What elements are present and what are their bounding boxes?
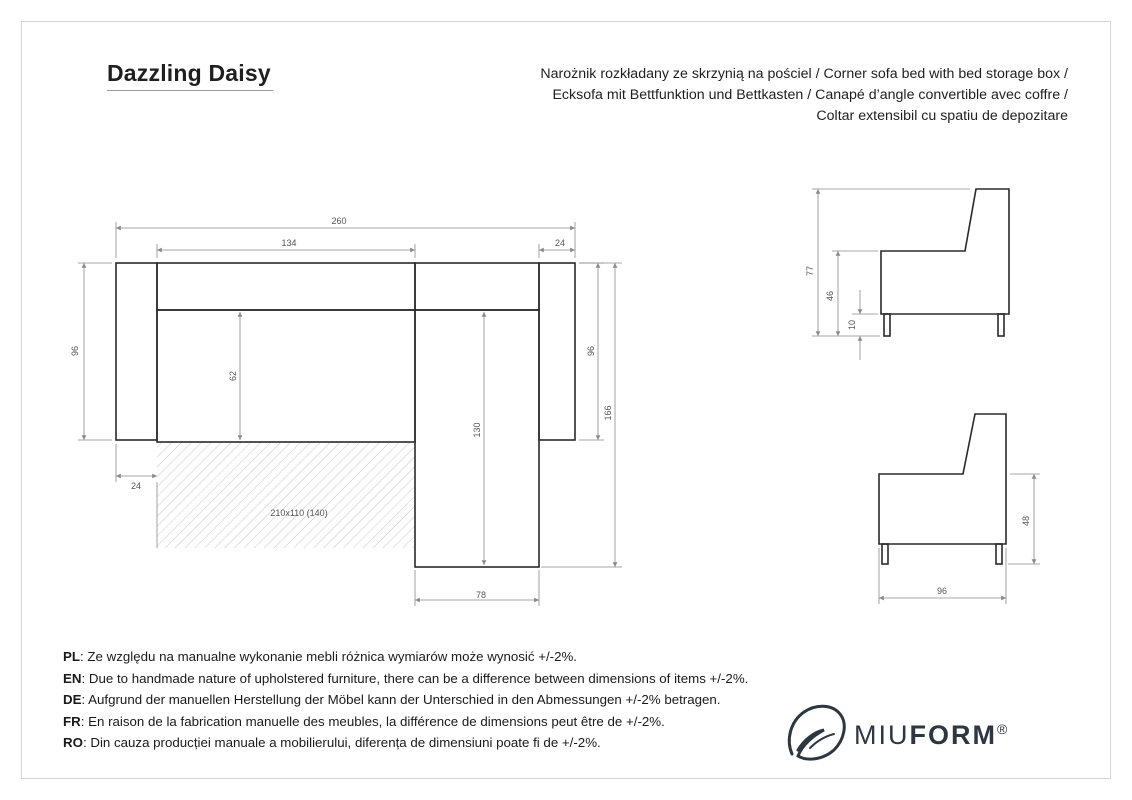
side-view-seat xyxy=(881,189,1009,336)
note-de xyxy=(63,689,748,711)
dim-leg-height: 10 xyxy=(847,319,857,331)
side-view-arm-labels xyxy=(937,516,1031,596)
side-view-seat-labels xyxy=(805,266,857,330)
dim-seat-depth: 62 xyxy=(228,370,238,382)
registered-mark: ® xyxy=(996,721,1008,737)
arm-leg-back xyxy=(996,544,1002,564)
right-armrest xyxy=(539,263,575,440)
note-fr xyxy=(63,711,748,733)
note-text: : Din cauza producției manuale a mobilierului, diferența de dimensiuni poate fi de +/-2%. xyxy=(82,735,601,750)
dim-chaise-width: 78 xyxy=(475,590,487,600)
side-view-arm xyxy=(879,414,1006,564)
dim-depth-right: 96 xyxy=(586,345,596,357)
bed-extension-area xyxy=(157,442,415,548)
note-text: : Aufgrund der manuellen Herstellung der Möbel kann der Unterschied in den Abmessungen +/-2% betragen. xyxy=(81,692,721,707)
dim-arm-width-right: 24 xyxy=(554,238,566,248)
product-title: Dazzling Daisy xyxy=(107,60,271,86)
dim-chaise-length: 130 xyxy=(472,422,482,438)
side-leg-back xyxy=(998,314,1004,336)
notes xyxy=(63,646,748,754)
dim-depth-left: 96 xyxy=(70,345,80,357)
note-code: RO xyxy=(63,735,83,750)
note-code: DE xyxy=(63,692,82,707)
chaise-backrest xyxy=(415,263,539,310)
dim-bed-size: 210x110 (140) xyxy=(270,508,328,518)
note-text: : Due to handmade nature of upholstered furniture, there can be a difference between dimensions of items +/-2%. xyxy=(81,670,749,686)
note-en xyxy=(63,668,748,690)
left-armrest xyxy=(116,263,157,440)
top-view xyxy=(116,263,575,567)
dim-height-total: 77 xyxy=(805,265,815,277)
note-code: EN xyxy=(63,670,82,686)
note-pl xyxy=(63,646,748,668)
note-code: PL xyxy=(63,649,80,664)
description-line-1: Narożnik rozkładany ze skrzynią na pościel / Corner sofa bed with bed storage box / xyxy=(540,66,1068,82)
brand-wordmark xyxy=(854,720,1007,751)
seat-backrest xyxy=(157,263,415,310)
side-view-seat-dimensions xyxy=(812,189,970,360)
dim-seat-width: 134 xyxy=(281,238,297,248)
note-ro xyxy=(63,732,748,754)
brand-logo xyxy=(784,696,1094,766)
dim-arm-width-left: 24 xyxy=(130,481,142,491)
side-leg-front xyxy=(884,314,890,336)
note-text: : Ze względu na manualne wykonanie mebli różnica wymiarów może wynosić +/-2%. xyxy=(80,649,578,664)
description-line-2: Ecksofa mit Bettfunktion und Bettkasten / Canapé d’angle convertible avec coffre / xyxy=(552,87,1068,103)
dim-arm-height: 48 xyxy=(1021,515,1031,527)
note-text: : En raison de la fabrication manuelle des meubles, la différence de dimensions peut être de +/-2%. xyxy=(80,713,665,729)
brand-bold: FORM xyxy=(909,720,997,750)
dim-total-depth: 166 xyxy=(603,405,613,421)
leaf-logo-icon xyxy=(784,696,852,766)
dim-seat-height: 46 xyxy=(825,290,835,302)
dim-side-depth: 96 xyxy=(936,586,948,596)
dim-total-width: 260 xyxy=(331,216,347,226)
note-code: FR xyxy=(63,713,81,729)
top-view-dimensions xyxy=(78,222,622,606)
description-line-3: Coltar extensibil cu spatiu de depozitare xyxy=(816,108,1068,124)
arm-leg-front xyxy=(882,544,888,564)
brand-light: MIU xyxy=(854,720,910,750)
side-view-arm-dimensions xyxy=(879,474,1040,604)
seat-cushion xyxy=(157,310,415,442)
